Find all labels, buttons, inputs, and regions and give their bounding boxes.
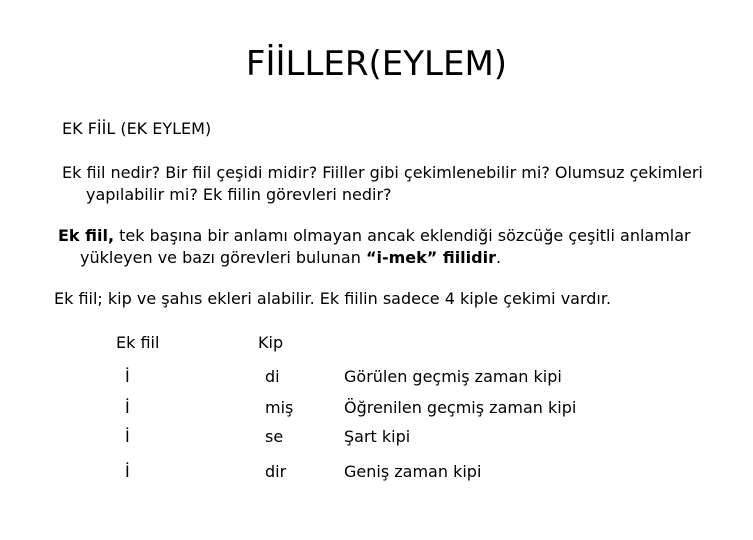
table-cell-kip: miş (265, 398, 294, 417)
table-cell-kip: dir (265, 462, 287, 481)
paragraph-line (58, 225, 691, 247)
table-header-ekfiil: Ek fiil (116, 333, 160, 352)
paragraph-line: yapılabilir mi? Ek fiilin görevleri nedir? (86, 185, 392, 204)
definition-text: tek başına bir anlamı olmayan ancak eklendiği sözcüğe çeşitli anlamlar (114, 226, 691, 245)
defined-term: Ek fiil, (58, 226, 115, 245)
table-cell-ekfiil: İ (125, 427, 130, 446)
page-title: FİİLLER(EYLEM) (245, 44, 508, 84)
imek-term: “i-mek” fiilidir (365, 248, 496, 267)
paragraph-kip: Ek fiil; kip ve şahıs ekleri alabilir. Ek fiilin sadece 4 kiple çekimi vardır. (54, 289, 612, 308)
table-cell-description: Görülen geçmiş zaman kipi (344, 367, 562, 386)
paragraph-definition (58, 225, 691, 269)
table-cell-ekfiil: İ (125, 367, 130, 386)
paragraph-line (58, 247, 691, 269)
table-cell-description: Geniş zaman kipi (344, 462, 482, 481)
table-cell-ekfiil: İ (125, 462, 130, 481)
table-cell-ekfiil: İ (125, 398, 130, 417)
table-cell-kip: se (265, 427, 284, 446)
paragraph-questions (62, 162, 703, 206)
section-subtitle: EK FİİL (EK EYLEM) (62, 119, 212, 138)
definition-text: yükleyen ve bazı görevleri bulunan (80, 248, 366, 267)
definition-text: . (495, 248, 502, 267)
table-cell-kip: di (265, 367, 280, 386)
table-header-kip: Kip (258, 333, 284, 352)
table-cell-description: Şart kipi (344, 427, 411, 446)
table-cell-description: Öğrenilen geçmiş zaman kipi (344, 398, 577, 417)
paragraph-line: Ek fiil nedir? Bir fiil çeşidi midir? Fiiller gibi çekimlenebilir mi? Olumsuz çekimleri (62, 163, 703, 182)
